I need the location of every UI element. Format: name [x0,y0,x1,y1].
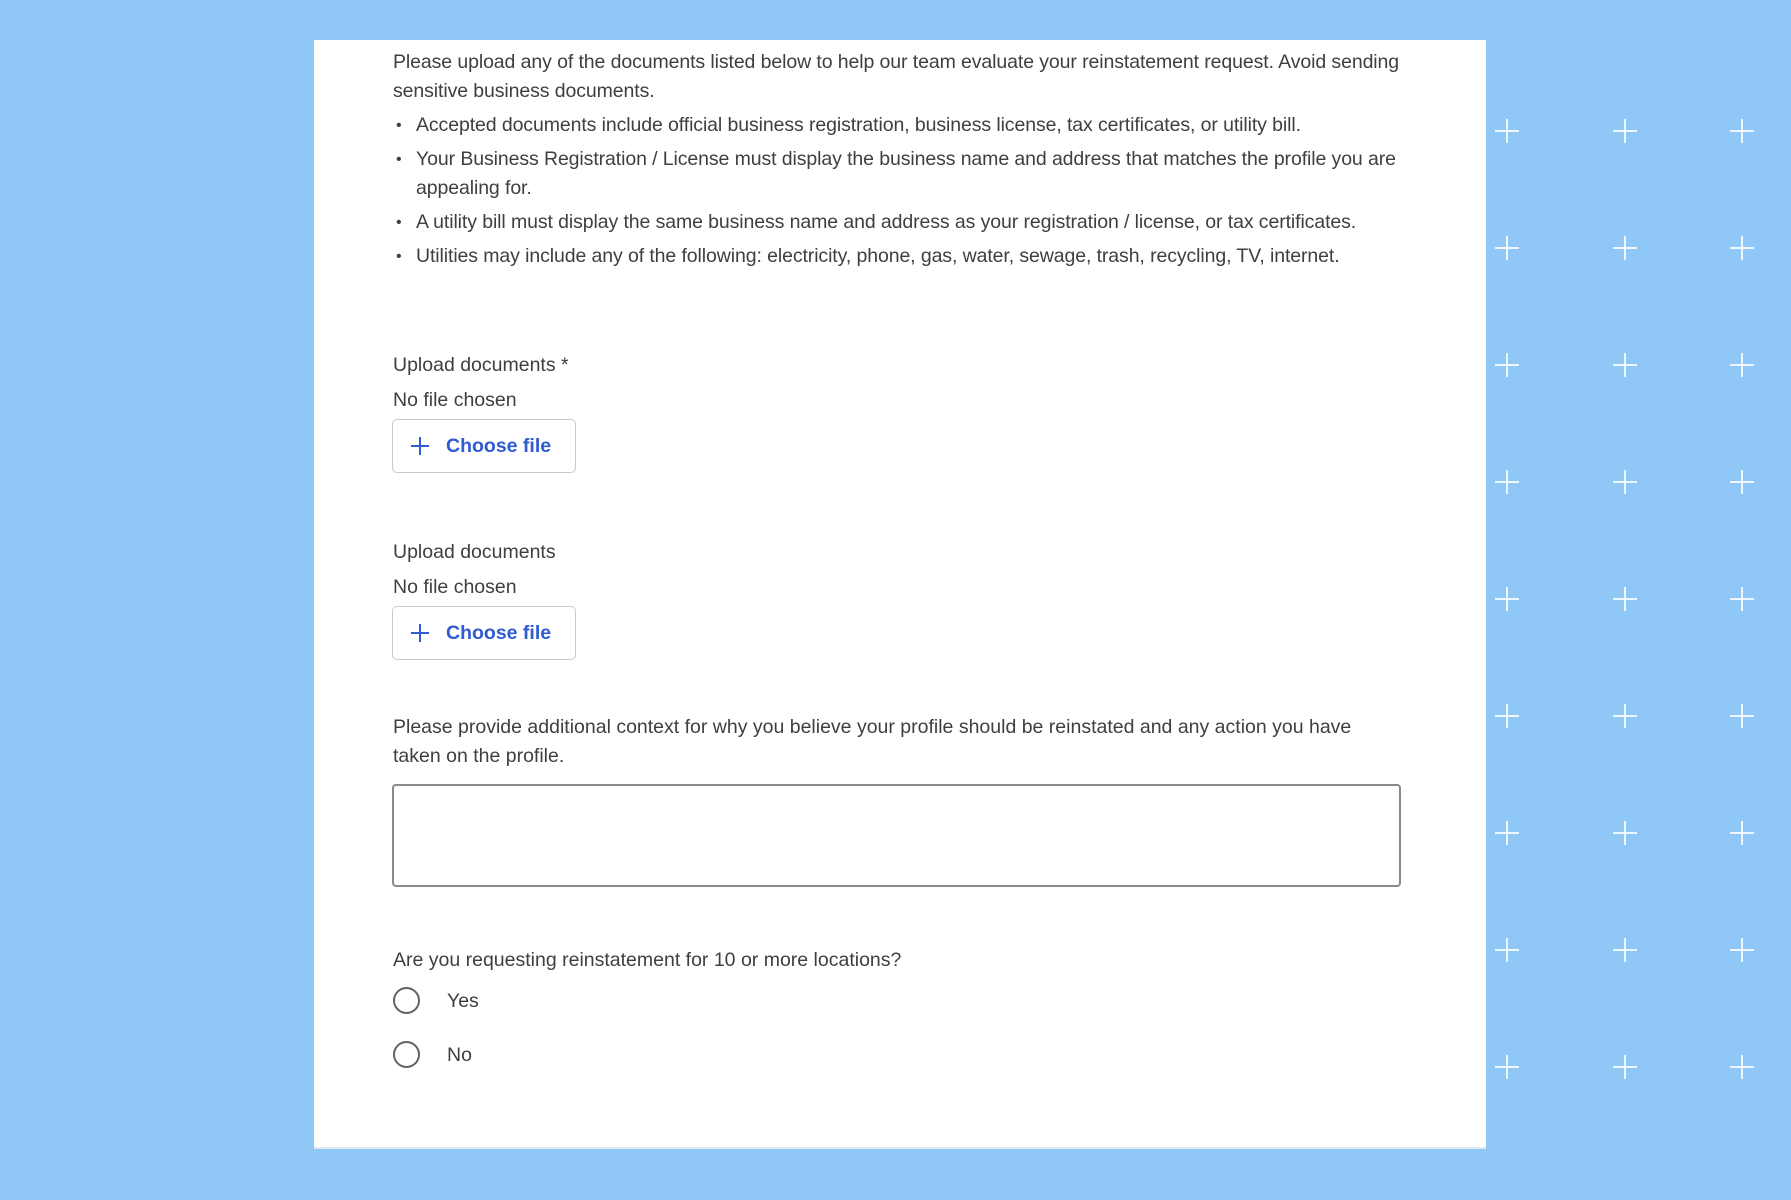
plus-decoration-icon [1613,470,1637,494]
requirement-item: • A utility bill must display the same business name and address as your registration / license, or tax certificates. [393,208,1403,237]
radio-circle-icon[interactable] [393,1041,420,1068]
file-status: No file chosen [393,576,517,598]
plus-decoration-icon [1495,1055,1519,1079]
radio-circle-icon[interactable] [393,987,420,1014]
requirement-item: • Utilities may include any of the following: electricity, phone, gas, water, sewage, trash, recycling, TV, internet. [393,242,1403,271]
radio-option-yes[interactable] [393,987,479,1014]
plus-decoration-icon [1730,1055,1754,1079]
plus-decoration-icon [1613,938,1637,962]
plus-decoration-icon [1495,470,1519,494]
locations-question: Are you requesting reinstatement for 10 or more locations? [393,949,902,971]
plus-decoration-icon [1730,236,1754,260]
context-textarea[interactable] [392,784,1401,887]
requirement-item: • Accepted documents include official business registration, business license, tax certificates, or utility bill. [393,111,1403,140]
plus-decoration-icon [1495,353,1519,377]
plus-icon [411,437,429,455]
plus-decoration-icon [1730,470,1754,494]
plus-decoration-icon [1495,821,1519,845]
plus-decoration-icon [1730,119,1754,143]
plus-decoration-icon [1613,704,1637,728]
radio-option-no[interactable] [393,1041,472,1068]
choose-file-button[interactable] [392,419,576,473]
plus-decoration-icon [1730,938,1754,962]
plus-decoration-icon [1730,821,1754,845]
plus-decoration-icon [1613,119,1637,143]
plus-decoration-icon [1495,236,1519,260]
choose-file-label: Choose file [446,434,552,457]
choose-file-label: Choose file [446,621,552,644]
upload-label-required: Upload documents * [393,354,569,376]
upload-label-optional: Upload documents [393,541,556,563]
plus-decoration-icon [1495,704,1519,728]
choose-file-button[interactable] [392,606,576,660]
radio-label-no: No [447,1043,472,1066]
plus-decoration-icon [1613,236,1637,260]
requirement-item: • Your Business Registration / License must display the business name and address that matches the profile you are appealing for. [393,145,1403,203]
requirements-list [393,111,1403,271]
intro-text: Please upload any of the documents listed below to help our team evaluate your reinstatement request. Avoid sending sensitive business documents. [393,51,1400,102]
plus-decoration-icon [1613,353,1637,377]
plus-decoration-icon [1495,119,1519,143]
radio-label-yes: Yes [447,989,479,1012]
plus-decoration-icon [1730,704,1754,728]
form-content [393,48,1403,276]
plus-decoration-icon [1495,938,1519,962]
plus-decoration-icon [1730,587,1754,611]
plus-decoration-icon [1495,587,1519,611]
file-status: No file chosen [393,389,517,411]
plus-decoration-icon [1613,821,1637,845]
plus-icon [411,624,429,642]
plus-decoration-icon [1730,353,1754,377]
plus-decoration-icon [1613,1055,1637,1079]
context-label: Please provide additional context for why you believe your profile should be reinstated and any action you have taken on the profile. [393,716,1352,767]
form-panel [314,40,1486,1149]
plus-decoration-icon [1613,587,1637,611]
